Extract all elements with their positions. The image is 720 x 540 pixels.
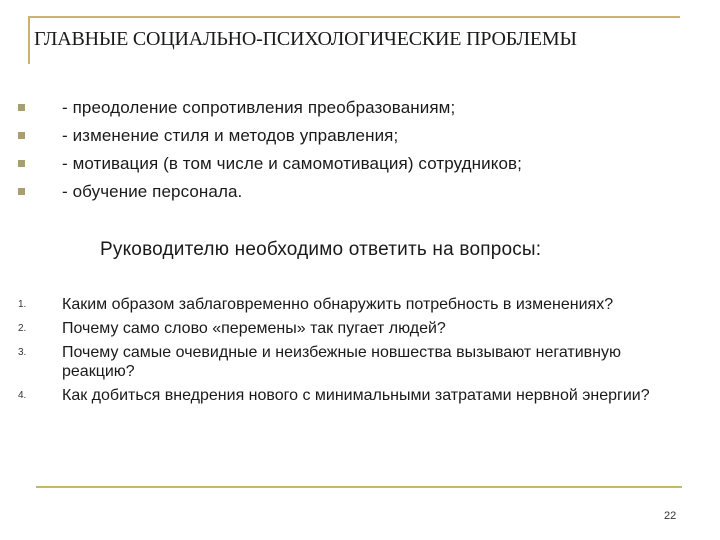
question-item	[18, 343, 698, 381]
bullet-text: - изменение стиля и методов управления;	[62, 126, 399, 145]
questions-numbered-list	[18, 295, 698, 410]
question-text: Как добиться внедрения нового с минимальными затратами нервной энергии?	[62, 387, 650, 404]
title-frame-left-rule	[28, 16, 30, 64]
square-bullet-icon	[18, 160, 25, 167]
square-bullet-icon	[18, 132, 25, 139]
title-frame-top-rule	[28, 16, 680, 18]
square-bullet-icon	[18, 188, 25, 195]
footer-rule	[36, 486, 682, 488]
bullet-text: - мотивация (в том числе и самомотивация) сотрудников;	[62, 154, 523, 173]
question-number: 3.	[18, 347, 27, 358]
slide-title: ГЛАВНЫЕ СОЦИАЛЬНО-ПСИХОЛОГИЧЕСКИЕ ПРОБЛЕМЫ	[34, 28, 577, 50]
questions-subheading: Руководителю необходимо ответить на вопросы:	[100, 239, 542, 260]
question-item	[18, 295, 698, 314]
bullet-text: - обучение персонала.	[62, 182, 243, 201]
question-number: 2.	[18, 323, 27, 334]
bullet-text: - преодоление сопротивления преобразованиям;	[62, 98, 456, 117]
question-text: Каким образом заблаговременно обнаружить потребность в изменениях?	[62, 296, 614, 313]
question-item	[18, 386, 698, 405]
question-number: 1.	[18, 299, 27, 310]
square-bullet-icon	[18, 104, 25, 111]
question-text: Почему самые очевидные и неизбежные новшества вызывают негативную реакцию?	[62, 344, 621, 380]
question-number: 4.	[18, 390, 27, 401]
page-number: 22	[664, 510, 677, 522]
question-item	[18, 319, 698, 338]
question-text: Почему само слово «перемены» так пугает людей?	[62, 320, 446, 337]
